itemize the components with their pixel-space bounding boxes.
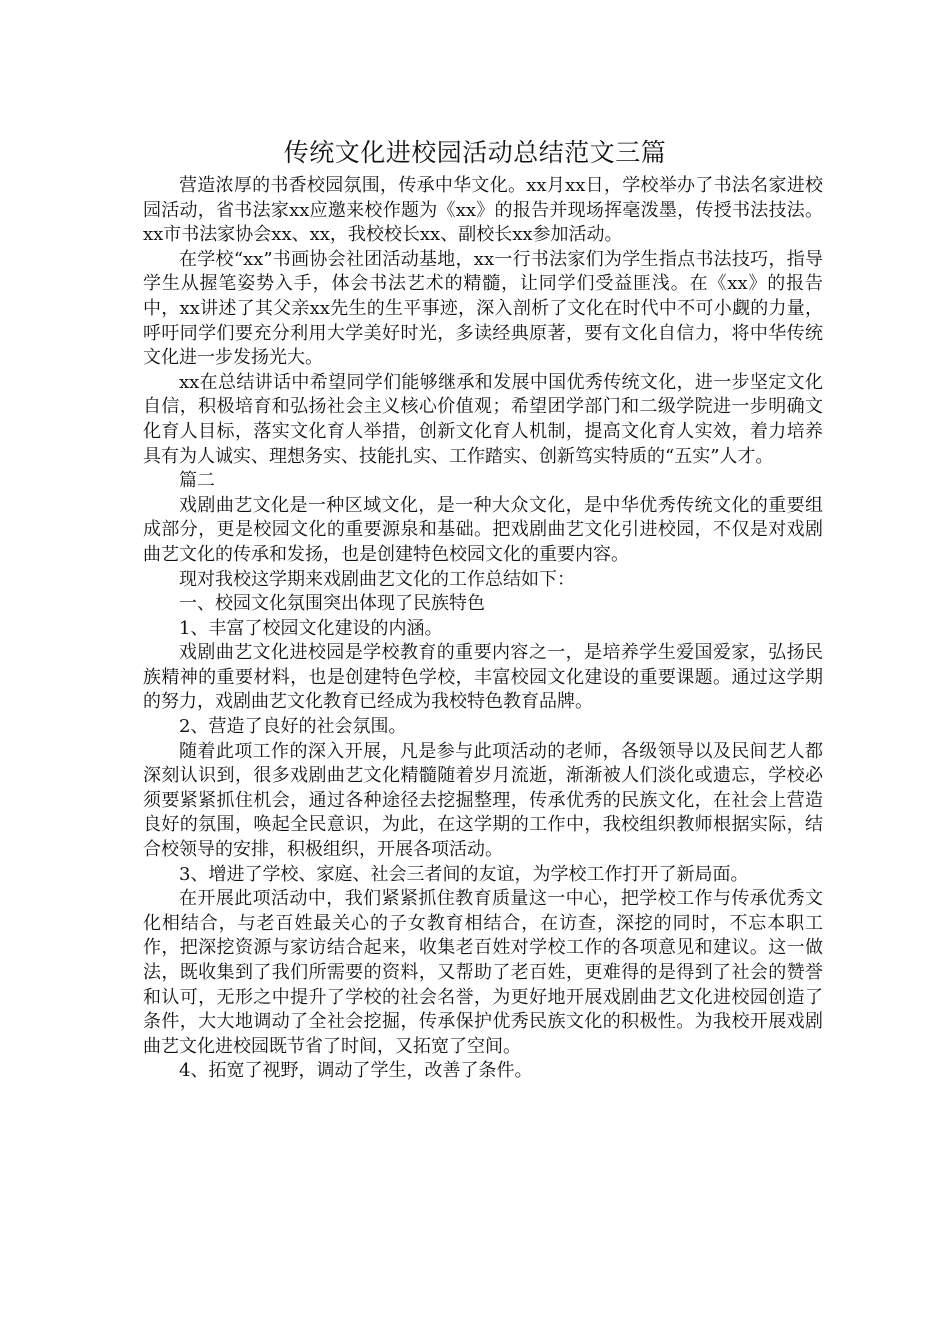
subheading: 4、拓宽了视野，调动了学生，改善了条件。 bbox=[179, 1060, 533, 1082]
paragraph: 现对我校这学期来戏剧曲艺文化的工作总结如下： bbox=[179, 568, 575, 590]
subheading: 1、丰富了校园文化建设的内涵。 bbox=[179, 617, 443, 639]
section-heading-part-two: 篇二 bbox=[179, 470, 215, 492]
document-body bbox=[143, 174, 823, 1084]
paragraph: 戏剧曲艺文化进校园是学校教育的重要内容之一，是培养学生爱国爱家，弘扬民族精神的重要材料，也是创建特色学校，丰富校园文化建设的重要课题。通过这学期的努力，戏剧曲艺文化教育已经成为我校特色教育品牌。 bbox=[143, 642, 823, 713]
paragraph: 在学校“xx”书画协会社团活动基地，xx一行书法家们为学生指点书法技巧，指导学生从握笔姿势入手，体会书法艺术的精髓，让同学们受益匪浅。在《xx》的报告中，xx讲述了其父亲xx先生的生平事迹，深入剖析了文化在时代中不可小觑的力量，呼吁同学们要充分利用大学美好时光，多读经典原著，要有文化自信力，将中华传统文化进一步发扬光大。 bbox=[143, 248, 823, 369]
section-heading: 一、校园文化氛围突出体现了民族特色 bbox=[179, 593, 485, 615]
paragraph: 戏剧曲艺文化是一种区域文化，是一种大众文化，是中华优秀传统文化的重要组成部分，更是校园文化的重要源泉和基础。把戏剧曲艺文化引进校园，不仅是对戏剧曲艺文化的传承和发扬，也是创建特色校园文化的重要内容。 bbox=[143, 494, 823, 565]
paragraph: 营造浓厚的书香校园氛围，传承中华文化。xx月xx日，学校举办了书法名家进校园活动，省书法家xx应邀来校作题为《xx》的报告并现场挥毫泼墨，传授书法技法。xx市书法家协会xx、xx，我校校长xx、副校长xx参加活动。 bbox=[143, 175, 823, 246]
paragraph: 随着此项工作的深入开展，凡是参与此项活动的老师，各级领导以及民间艺人都深刻认识到，很多戏剧曲艺文化精髓随着岁月流逝，渐渐被人们淡化或遗忘，学校必须要紧紧抓住机会，通过各种途径去挖掘整理，传承优秀的民族文化，在社会上营造良好的氛围，唤起全民意识，为此，在这学期的工作中，我校组织教师根据实际，结合校领导的安排，积极组织，开展各项活动。 bbox=[143, 740, 823, 861]
paragraph: 在开展此项活动中，我们紧紧抓住教育质量这一中心，把学校工作与传承优秀文化相结合，与老百姓最关心的子女教育相结合，在访查，深挖的同时，不忘本职工作，把深挖资源与家访结合起来，收集老百姓对学校工作的各项意见和建议。这一做法，既收集到了我们所需要的资料，又帮助了老百姓，更难得的是得到了社会的赞誉和认可，无形之中提升了学校的社会名誉，为更好地开展戏剧曲艺文化进校园创造了条件，大大地调动了全社会挖掘，传承保护优秀民族文化的积极性。为我校开展戏剧曲艺文化进校园既节省了时间，又拓宽了空间。 bbox=[143, 888, 823, 1057]
document-title: 传统文化进校园活动总结范文三篇 bbox=[283, 138, 667, 167]
subheading: 3、增进了学校、家庭、社会三者间的友谊，为学校工作打开了新局面。 bbox=[179, 863, 749, 885]
subheading: 2、营造了良好的社会氛围。 bbox=[179, 716, 407, 738]
paragraph: xx在总结讲话中希望同学们能够继承和发展中国优秀传统文化，进一步坚定文化自信，积极培育和弘扬社会主义核心价值观；希望团学部门和二级学院进一步明确文化育人目标，落实文化育人举措，创新文化育人机制，提高文化育人实效，着力培养具有为人诚实、理想务实、技能扎实、工作踏实、创新笃实特质的“五实”人才。 bbox=[143, 371, 823, 467]
